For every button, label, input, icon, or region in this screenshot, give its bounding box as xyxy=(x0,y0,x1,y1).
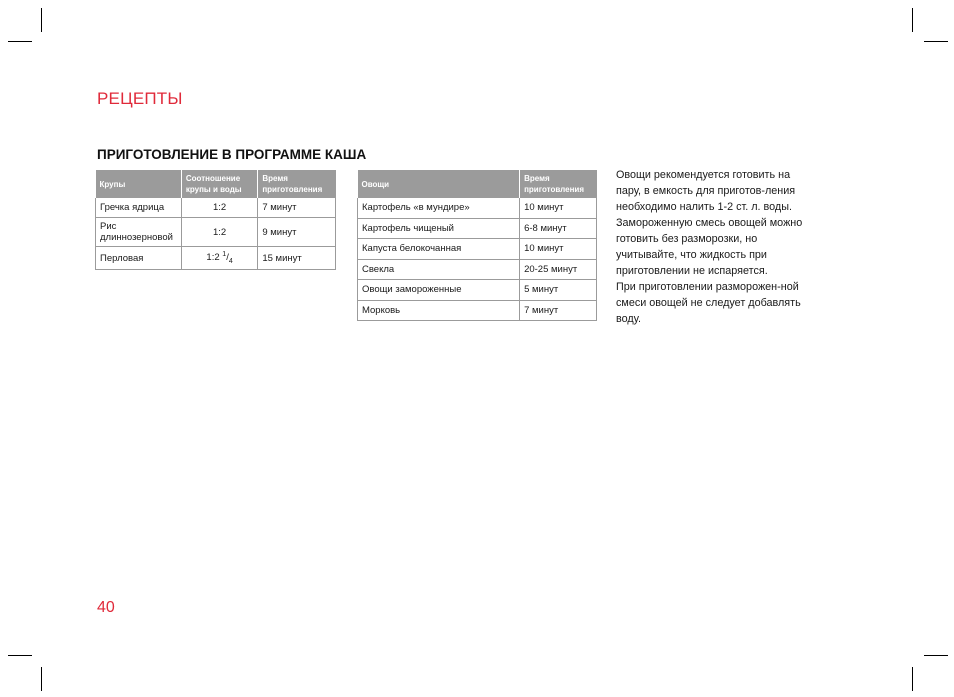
table-header-cell: Время приготовления xyxy=(520,170,597,198)
veg-time: 5 минут xyxy=(520,280,597,301)
table-row xyxy=(358,259,597,280)
grain-ratio: 1:2 xyxy=(181,218,257,247)
crop-mark-top-left-v xyxy=(41,8,42,32)
page-number: 40 xyxy=(97,599,115,616)
veg-name: Морковь xyxy=(358,300,520,321)
table-row xyxy=(358,198,597,218)
ratio-denominator: 4 xyxy=(228,258,233,266)
table-row xyxy=(358,300,597,321)
veg-time: 7 минут xyxy=(520,300,597,321)
veg-name: Овощи замороженные xyxy=(358,280,520,301)
table-header-cell: Время приготовления xyxy=(258,170,336,198)
grain-time: 15 минут xyxy=(258,247,336,270)
crop-mark-top-left-h xyxy=(8,41,32,42)
section-title: РЕЦЕПТЫ xyxy=(97,89,183,108)
grain-ratio xyxy=(181,247,257,270)
veg-time: 10 минут xyxy=(520,239,597,260)
crop-mark-top-right-h xyxy=(924,41,948,42)
grain-time: 7 минут xyxy=(258,198,336,218)
grain-ratio: 1:2 xyxy=(181,198,257,218)
crop-mark-bottom-right-h xyxy=(924,655,948,656)
table-row xyxy=(96,218,336,247)
side-note-paragraph: Овощи рекомендуется готовить на пару, в емкость для приготов-ления необходимо налить 1-2 ст. л. воды. xyxy=(616,169,796,213)
veg-name: Картофель чищеный xyxy=(358,218,520,239)
crop-mark-top-right-v xyxy=(912,8,913,32)
veg-time: 20-25 минут xyxy=(520,259,597,280)
table-header-row xyxy=(358,170,597,198)
table-row xyxy=(96,198,336,218)
grain-name: Рис длиннозерновой xyxy=(96,218,182,247)
grains-table xyxy=(95,170,336,270)
veg-name: Капуста белокочанная xyxy=(358,239,520,260)
crop-mark-bottom-left-h xyxy=(8,655,32,656)
table-row xyxy=(358,280,597,301)
table-header-cell: Овощи xyxy=(358,170,520,198)
table-header-cell: Крупы xyxy=(96,170,182,198)
veg-time: 6-8 минут xyxy=(520,218,597,239)
table-header-row xyxy=(96,170,336,198)
table-header-cell: Соотношение крупы и воды xyxy=(181,170,257,198)
ratio-main: 1:2 xyxy=(206,252,223,264)
table-row xyxy=(358,239,597,260)
crop-mark-bottom-left-v xyxy=(41,667,42,691)
vegetables-table xyxy=(357,170,597,321)
grain-time: 9 минут xyxy=(258,218,336,247)
crop-mark-bottom-right-v xyxy=(912,667,913,691)
side-note-paragraph: При приготовлении разморожен-ной смеси овощей не следует добавлять воду. xyxy=(616,281,801,325)
ratio-slash: / xyxy=(226,252,229,264)
table-row xyxy=(96,247,336,270)
page-heading: ПРИГОТОВЛЕНИЕ В ПРОГРАММЕ КАША xyxy=(97,147,367,162)
side-note-paragraph: Замороженную смесь овощей можно готовить без разморозки, но учитывайте, что жидкость при приготовлении не испаряется. xyxy=(616,217,803,277)
side-note xyxy=(616,167,816,327)
table-row xyxy=(358,218,597,239)
grain-name: Гречка ядрица xyxy=(96,198,182,218)
grain-name: Перловая xyxy=(96,247,182,270)
veg-name: Картофель «в мундире» xyxy=(358,198,520,218)
veg-name: Свекла xyxy=(358,259,520,280)
ratio-numerator: 1 xyxy=(222,251,227,258)
veg-time: 10 минут xyxy=(520,198,597,218)
